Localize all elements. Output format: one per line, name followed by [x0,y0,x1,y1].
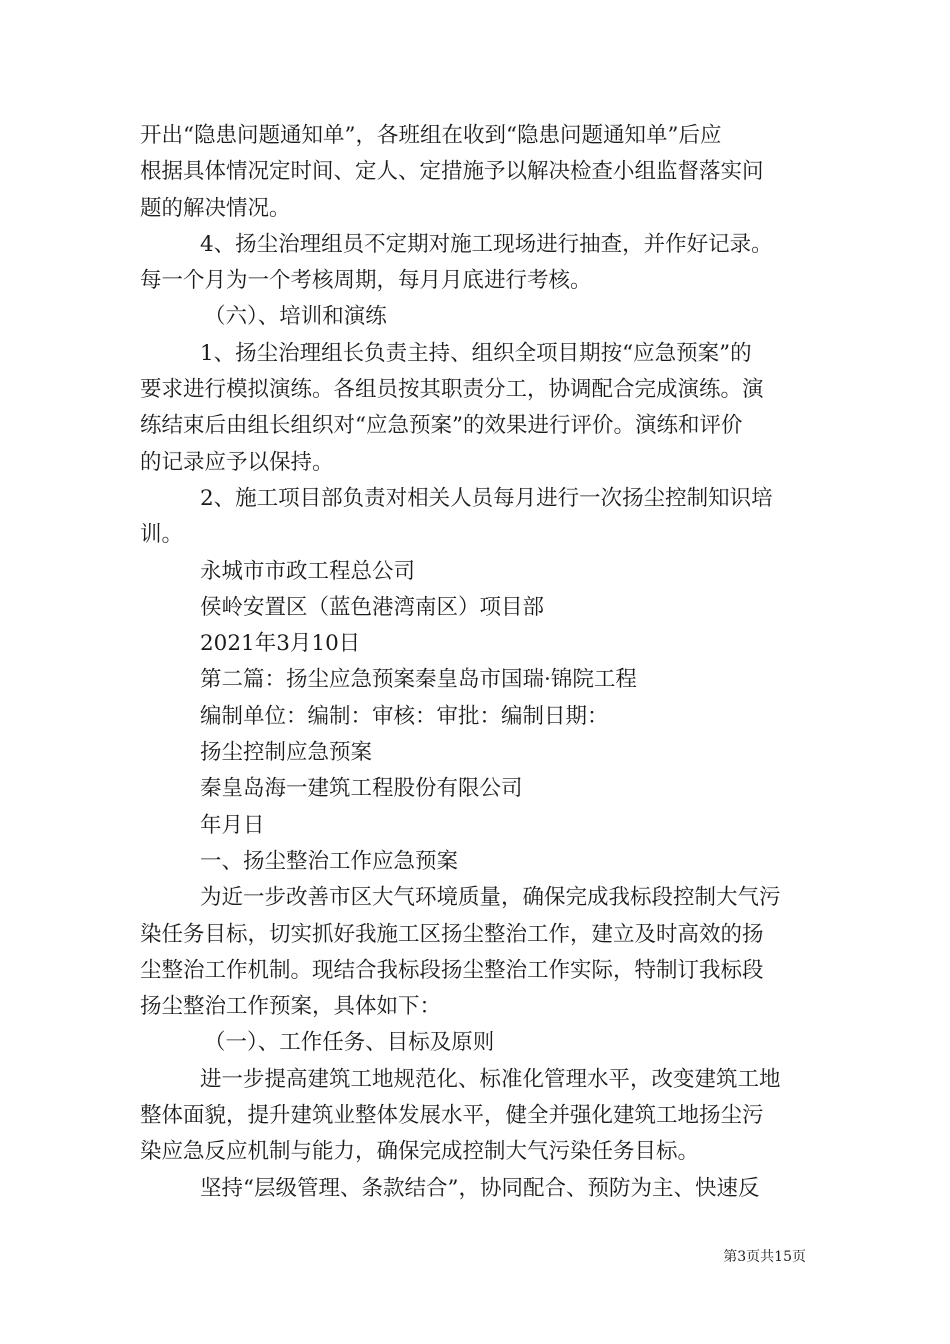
text-line: 1、扬尘治理组长负责主持、组织全项目期按“应急预案”的 [200,340,752,366]
text-line: 4、扬尘治理组员不定期对施工现场进行抽查，并作好记录。 [200,231,773,257]
text-line: 染任务目标，切实抓好我施工区扬尘整治工作，建立及时高效的扬 [140,921,764,947]
text-line: 整体面貌，提升建筑业整体发展水平，健全并强化建筑工地扬尘污 [140,1103,764,1129]
text-line: 练结束后由组长组织对“应急预案”的效果进行评价。演练和评价 [140,413,743,439]
chapter-title: 第二篇：扬尘应急预案秦皇岛市国瑞·锦院工程 [200,667,637,693]
text-line: 每一个月为一个考核周期，每月月底进行考核。 [140,268,592,294]
text-line: 扬尘整治工作预案，具体如下： [140,994,442,1020]
section-heading: （一）、工作任务、目标及原则 [204,1030,495,1056]
signature-company: 永城市市政工程总公司 [200,558,416,584]
text-line: 要求进行模拟演练。各组员按其职责分工，协调配合完成演练。演 [140,377,764,403]
text-line: 题的解决情况。 [140,195,291,221]
text-line: 坚持“层级管理、条款结合”，协同配合、预防为主、快速反 [200,1175,760,1201]
page-number: 第3页共15页 [723,1249,806,1265]
text-line: 尘整治工作机制。现结合我标段扬尘整治工作实际，特制订我标段 [140,957,764,983]
text-line: 年月日 [200,812,265,838]
text-line: 秦皇岛海一建筑工程股份有限公司 [200,776,523,802]
text-line: 染应急反应机制与能力，确保完成控制大气污染任务目标。 [140,1139,700,1165]
signature-date: 2021年3月10日 [200,631,361,657]
text-line: 编制单位：编制：审核：审批：编制日期： [200,703,609,729]
text-line: 扬尘控制应急预案 [200,740,373,766]
text-line: 2、施工项目部负责对相关人员每月进行一次扬尘控制知识培 [200,485,773,511]
text-line: 开出“隐患问题通知单”，各班组在收到“隐患问题通知单”后应 [140,123,722,148]
text-line: 为近一步改善市区大气环境质量，确保完成我标段控制大气污 [200,885,781,911]
text-line: 的记录应予以保持。 [140,449,334,475]
text-line: 进一步提高建筑工地规范化、标准化管理水平，改变建筑工地 [200,1066,781,1092]
section-heading: 一、扬尘整治工作应急预案 [200,848,459,874]
text-line: 根据具体情况定时间、定人、定措施予以解决检查小组监督落实问 [140,159,764,185]
section-heading: （六）、培训和演练 [204,304,387,330]
document-body [140,118,812,1207]
text-line: 训。 [140,522,184,548]
signature-department: 侯岭安置区（蓝色港湾南区）项目部 [200,594,545,620]
